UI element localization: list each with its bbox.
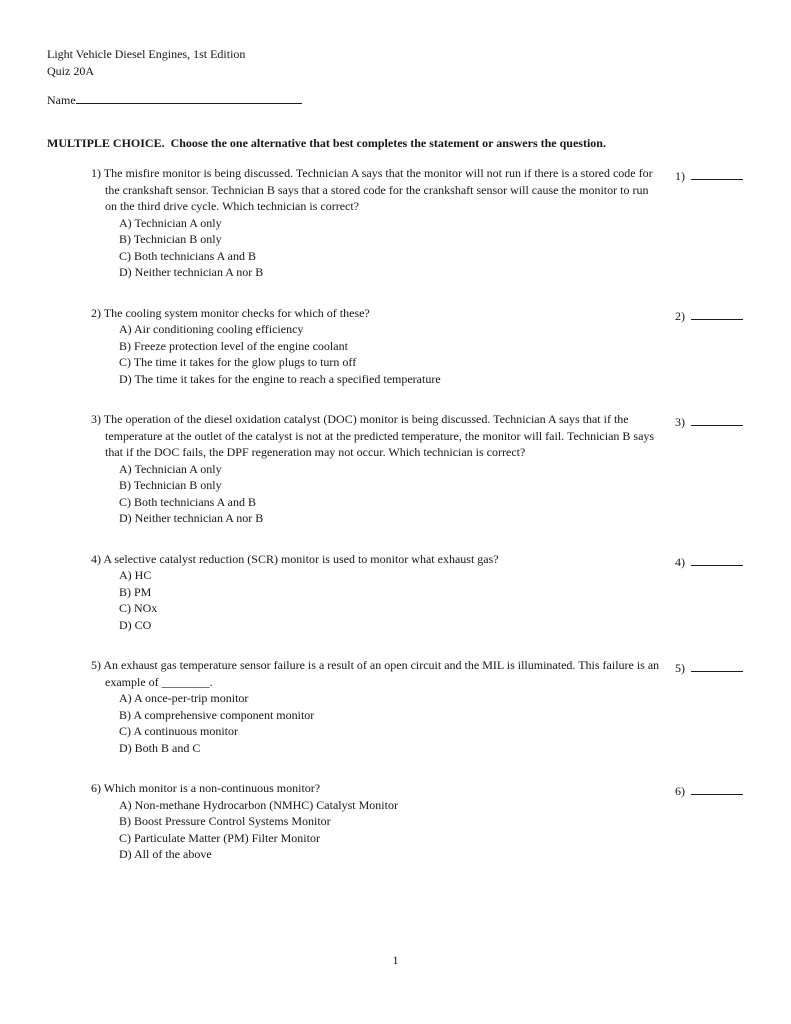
option	[91, 740, 663, 757]
answer-number: 5)	[675, 661, 685, 675]
page-number: 1	[392, 952, 399, 967]
option-text: A comprehensive component monitor	[133, 707, 315, 722]
option	[91, 264, 663, 281]
option	[91, 617, 663, 634]
option	[91, 707, 663, 724]
answer-blank[interactable]	[691, 658, 743, 672]
question-text: An exhaust gas temperature sensor failure is a result of an open circuit and the MIL is illuminated. This failure is an example of ________.	[103, 658, 660, 689]
option	[91, 338, 663, 355]
question-stem	[91, 411, 663, 461]
option	[91, 723, 663, 740]
option-label: A)	[119, 568, 132, 582]
answer-slot	[675, 166, 743, 185]
option-text: Neither technician A nor B	[134, 511, 264, 525]
question-body	[91, 551, 663, 634]
question-text: The misfire monitor is being discussed. Technician A says that the monitor will not run if there is a stored code for the crankshaft sensor. Technician B says that a stored code for the crankshaft sensor will cause the monitor to run on the third drive cycle. Which technician is correct?	[103, 166, 653, 213]
question	[47, 165, 746, 281]
option-label: B)	[119, 232, 131, 246]
answer-number: 1)	[675, 169, 685, 183]
answer-slot	[675, 552, 743, 571]
option-label: C)	[119, 494, 131, 509]
option-text: Boost Pressure Control Systems Monitor	[134, 814, 331, 828]
option	[91, 461, 663, 478]
option-label: C)	[119, 724, 131, 738]
option-text: Freeze protection level of the engine coolant	[134, 338, 348, 353]
option	[91, 846, 663, 863]
name-row	[47, 90, 746, 109]
option-text: The time it takes for the glow plugs to turn off	[133, 355, 357, 369]
option	[91, 510, 663, 527]
question-text: The cooling system monitor checks for which of these?	[103, 305, 370, 320]
question	[47, 780, 746, 863]
option	[91, 494, 663, 511]
question-number: 3)	[91, 412, 101, 426]
option	[91, 321, 663, 338]
option	[91, 231, 663, 248]
option	[91, 371, 663, 388]
option	[91, 813, 663, 830]
option-label: D)	[119, 511, 132, 525]
option	[91, 830, 663, 847]
option-label: A)	[119, 215, 132, 230]
answer-blank[interactable]	[691, 781, 743, 795]
option-label: A)	[119, 461, 132, 476]
question	[47, 411, 746, 527]
option-label: A)	[119, 322, 132, 336]
option-text: Both technicians A and B	[134, 248, 256, 263]
option-text: NOx	[134, 601, 158, 615]
option-label: D)	[119, 617, 132, 632]
option-text: Technician A only	[134, 461, 222, 476]
name-blank-line[interactable]	[76, 90, 302, 104]
option-label: D)	[119, 847, 132, 861]
option-label: B)	[119, 338, 131, 353]
question-number: 5)	[91, 658, 101, 672]
option-label: A)	[119, 691, 132, 705]
option-label: C)	[119, 248, 131, 263]
option-text: Technician A only	[134, 215, 222, 230]
option-label: D)	[119, 371, 132, 386]
option-label: C)	[119, 830, 131, 845]
question-text: A selective catalyst reduction (SCR) monitor is used to monitor what exhaust gas?	[103, 551, 499, 566]
option-text: HC	[134, 568, 152, 582]
option	[91, 567, 663, 584]
answer-slot	[675, 306, 743, 325]
answer-blank[interactable]	[691, 306, 743, 320]
answer-number: 2)	[675, 308, 685, 323]
question	[47, 305, 746, 388]
answer-number: 6)	[675, 784, 685, 798]
option	[91, 600, 663, 617]
option-text: CO	[134, 617, 152, 632]
option-label: B)	[119, 584, 131, 599]
option-text: The time it takes for the engine to reach a specified temperature	[134, 371, 441, 386]
answer-slot	[675, 781, 743, 800]
question	[47, 551, 746, 634]
option-label: B)	[119, 814, 131, 828]
option-label: B)	[119, 707, 131, 722]
option-label: C)	[119, 355, 131, 369]
option-text: All of the above	[134, 847, 212, 861]
question-body	[91, 780, 663, 863]
option-label: D)	[119, 265, 132, 279]
question-stem	[91, 657, 663, 690]
question-list	[47, 165, 746, 863]
instruction: MULTIPLE CHOICE. Choose the one alternative that best completes the statement or answers the question.	[47, 135, 606, 150]
quiz-subtitle: Quiz 20A	[47, 63, 94, 78]
option-text: Technician B only	[133, 478, 222, 492]
answer-slot	[675, 412, 743, 431]
answer-blank[interactable]	[691, 166, 743, 180]
name-label: Name	[47, 93, 76, 107]
option-label: C)	[119, 601, 131, 615]
option-text: A once-per-trip monitor	[134, 691, 249, 705]
answer-slot	[675, 658, 743, 677]
question-stem	[91, 551, 663, 568]
option	[91, 797, 663, 814]
question-body	[91, 165, 663, 281]
question-body	[91, 657, 663, 756]
option-text: Both technicians A and B	[134, 494, 256, 509]
option	[91, 248, 663, 265]
option-text: Non-methane Hydrocarbon (NMHC) Catalyst Monitor	[134, 797, 398, 812]
quiz-header	[47, 46, 746, 79]
option-text: PM	[134, 584, 152, 599]
option-text: Air conditioning cooling efficiency	[134, 322, 304, 336]
question-number: 2)	[91, 305, 101, 320]
option	[91, 215, 663, 232]
answer-blank[interactable]	[691, 552, 743, 566]
option	[91, 477, 663, 494]
option-label: A)	[119, 797, 132, 812]
option	[91, 584, 663, 601]
option-text: A continuous monitor	[133, 724, 239, 738]
option-text: Neither technician A nor B	[134, 265, 264, 279]
question-number: 4)	[91, 551, 101, 566]
question-stem	[91, 165, 663, 215]
quiz-title: Light Vehicle Diesel Engines, 1st Edition	[47, 47, 246, 61]
answer-number: 3)	[675, 415, 685, 429]
option-label: B)	[119, 478, 131, 492]
question-text: Which monitor is a non-continuous monitor?	[103, 781, 321, 795]
answer-blank[interactable]	[691, 412, 743, 426]
question-number: 1)	[91, 166, 101, 180]
question-number: 6)	[91, 781, 101, 795]
question-stem	[91, 780, 663, 797]
question-text: The operation of the diesel oxidation catalyst (DOC) monitor is being discussed. Technician A says that if the temperature at the outlet of the catalyst is not at the predicted temperature, the monitor will fail. Technician B says that if the DOC fails, the DPF regeneration may not occur. Which technician is correct?	[103, 412, 655, 459]
option-text: Both B and C	[134, 740, 201, 755]
option-text: Technician B only	[133, 232, 222, 246]
option	[91, 354, 663, 371]
option-label: D)	[119, 740, 132, 755]
answer-number: 4)	[675, 554, 685, 569]
question-stem	[91, 305, 663, 322]
question-body	[91, 411, 663, 527]
question-body	[91, 305, 663, 388]
option-text: Particulate Matter (PM) Filter Monitor	[134, 830, 320, 845]
option	[91, 690, 663, 707]
question	[47, 657, 746, 756]
